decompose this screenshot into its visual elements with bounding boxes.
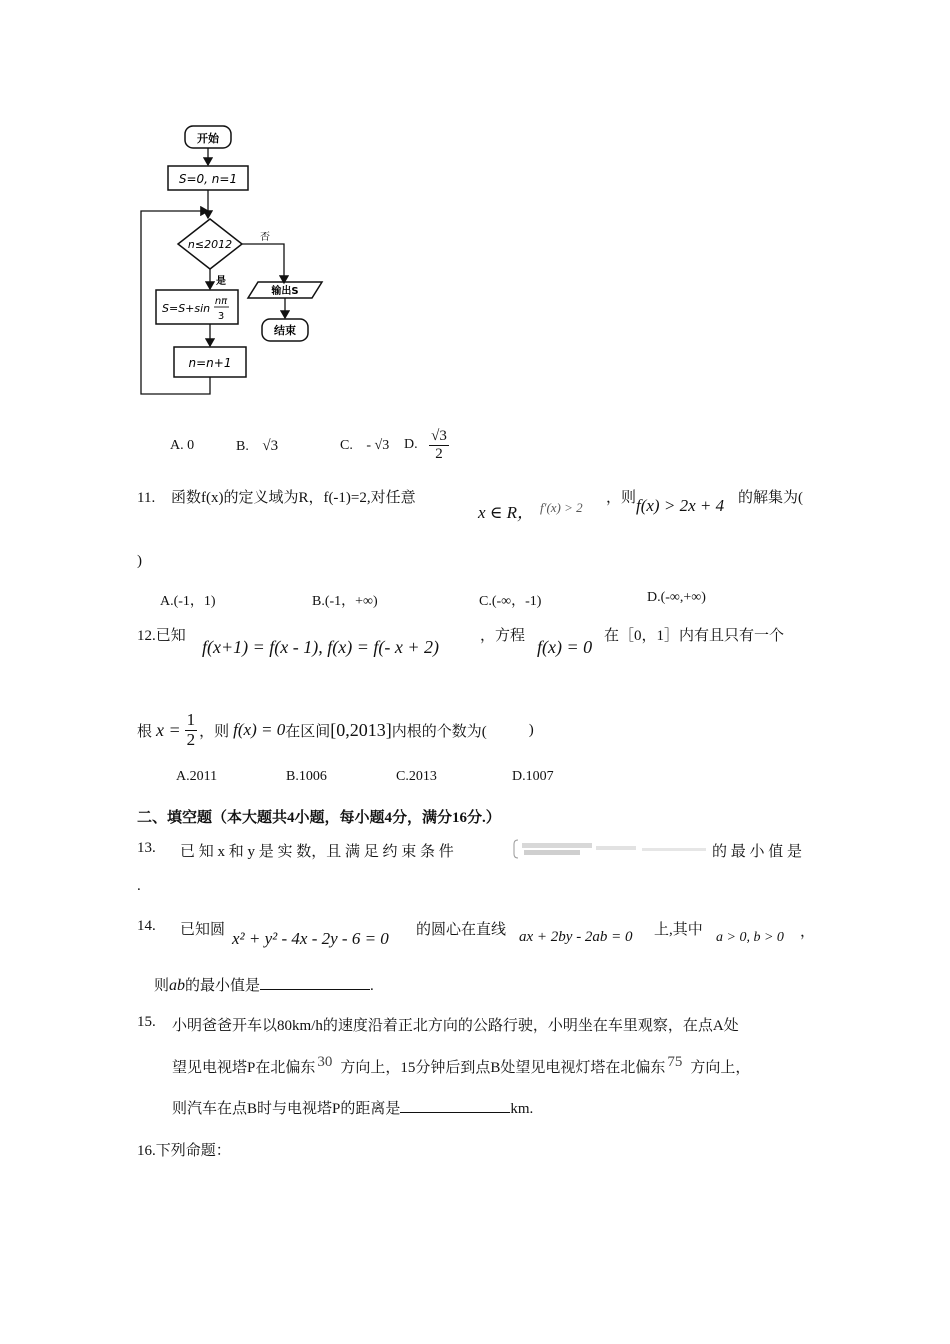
q10-option-d-num: √3 — [431, 428, 447, 444]
q14-text4: ， — [800, 924, 816, 940]
q10-option-c — [340, 438, 389, 454]
q11-text2: ，则 — [606, 490, 637, 506]
q12-interval: [0,2013] — [330, 719, 392, 740]
q12-line2 — [137, 708, 534, 752]
q12-math1: f(x+1) = f(x - 1), f(x) = f(- x + 2) — [202, 637, 439, 657]
q12-fraction — [185, 711, 198, 749]
q11-math3: f(x) > 2x + 4 — [636, 496, 725, 515]
q12-label: 12.已知 — [137, 628, 186, 644]
q13-text: 已 知 x 和 y 是 实 数，且 满 足 约 束 条 件 — [180, 844, 454, 860]
flow-step-num: nπ — [214, 296, 228, 307]
q12-text3: 在［0，1］内有且只有一个 — [604, 628, 785, 644]
q12-option-c: C.2013 — [396, 769, 437, 784]
q15-line2-a: 望见电视塔P在北偏东 — [172, 1060, 316, 1076]
section-title: 二、填空题（本大题共4小题，每小题4分，满分16分.） — [137, 810, 501, 826]
q13-dot: . — [137, 878, 141, 894]
q11-option-a: A.(-1，1) — [160, 594, 216, 609]
flow-condition-text: n≤2012 — [187, 238, 233, 251]
q16-text: 16.下列命题： — [137, 1143, 231, 1159]
q10-option-b-value: √3 — [262, 438, 279, 454]
q12-option-a: A.2011 — [176, 769, 218, 784]
q14-line2-end: . — [370, 978, 374, 994]
q12-text2: ，方程 — [480, 628, 526, 644]
q15-angle1: 30 — [317, 1054, 333, 1070]
q14-line2-b: 的最小值是 — [185, 978, 261, 994]
q12-close: ) — [528, 721, 534, 738]
q15-angle2: 75 — [667, 1054, 683, 1070]
q14-line2 — [154, 974, 374, 995]
q14-math2: ax + 2by - 2ab = 0 — [519, 929, 633, 945]
q14-math3: a > 0, b > 0 — [716, 930, 784, 945]
q14-text3: 上,其中 — [654, 922, 703, 938]
q14-answer-blank — [260, 989, 370, 990]
q15-line1: 小明爸爸开车以80km/h的速度沿着正北方向的公路行驶，小明坐在车里观察，在点A处 — [172, 1018, 739, 1034]
flow-end-text: 结束 — [274, 324, 296, 337]
flow-step-lhs: S=S+sin — [162, 302, 211, 315]
q15-line3 — [172, 1097, 533, 1118]
q11-option-d: D.(-∞,+∞) — [647, 590, 706, 605]
q14-number: 14. — [137, 918, 156, 934]
flow-init-text: S=0, n=1 — [178, 172, 238, 186]
q15-answer-blank — [400, 1112, 510, 1113]
q15-line2 — [172, 1056, 750, 1077]
flow-no-label: 否 — [260, 232, 270, 243]
q10-option-b-label: B. — [236, 439, 249, 454]
q15-line2-b: 方向上，15分钟后到点B处望见电视灯塔在北偏东 — [340, 1060, 666, 1076]
flow-start-text: 开始 — [197, 132, 219, 145]
q12-option-b: B.1006 — [286, 769, 327, 784]
q11-option-c: C.(-∞，-1) — [479, 594, 542, 609]
q15-line2-c: 方向上， — [690, 1060, 751, 1076]
q11-option-b: B.(-1，+∞) — [312, 594, 378, 609]
q12-math3: f(x) = 0 — [233, 720, 286, 739]
flow-step-den: 3 — [217, 311, 225, 322]
q15-line3-a: 则汽车在点B时与电视塔P的距离是 — [172, 1101, 401, 1117]
q12-frac-num: 1 — [186, 709, 196, 729]
q11-text3: 的解集为( — [738, 490, 803, 506]
q14-line2-a: 则 — [154, 978, 170, 994]
q15-line3-b: km. — [510, 1101, 534, 1117]
q14-text2: 的圆心在直线 — [416, 922, 507, 938]
q10-option-c-value: - √3 — [366, 438, 390, 453]
q12-line2-prefix: 根 — [137, 723, 153, 740]
blurred-formula-icon — [512, 838, 710, 860]
q12-option-d: D.1007 — [512, 769, 554, 784]
q12-frac-den: 2 — [186, 729, 196, 749]
q11-math2: f′(x) > 2 — [540, 500, 583, 515]
q12-math-x: x = — [156, 719, 181, 740]
q12-text4: ，则 — [199, 723, 230, 740]
q10-option-a: A. 0 — [170, 438, 195, 453]
flowchart — [130, 118, 350, 403]
q12-text5: 在区间 — [285, 723, 331, 740]
flow-increment-text: n=n+1 — [188, 356, 232, 370]
q13-constraint-image — [512, 838, 710, 860]
q10-option-b — [236, 438, 278, 455]
q11-close: ) — [137, 553, 142, 569]
q13-number: 13. — [137, 840, 156, 856]
q12-math2: f(x) = 0 — [537, 637, 593, 657]
flow-yes-label: 是 — [216, 276, 226, 287]
q10-option-d-label: D. — [404, 437, 418, 452]
q11-line1 — [137, 486, 416, 516]
q12-text6: 内根的个数为( — [391, 723, 487, 740]
q10-option-c-label: C. — [340, 438, 353, 453]
flow-output-text: 输出S — [271, 286, 299, 297]
q10-option-d — [404, 428, 449, 462]
q11-number: 11. — [137, 490, 156, 506]
q13-text-end: 的 最 小 值 是 — [712, 844, 803, 860]
q10-option-d-fraction — [429, 428, 449, 462]
q15-number: 15. — [137, 1014, 156, 1030]
q14-line2-math: ab — [169, 977, 186, 994]
q14-text1: 已知圆 — [180, 922, 226, 938]
q11-text1: 函数f(x)的定义域为R，f(-1)=2,对任意 — [170, 490, 416, 506]
q11-math1: x ∈ R， — [478, 503, 535, 522]
q10-options — [170, 438, 194, 454]
q10-option-d-den: 2 — [435, 445, 443, 462]
q14-math1: x² + y² - 4x - 2y - 6 = 0 — [232, 929, 389, 948]
